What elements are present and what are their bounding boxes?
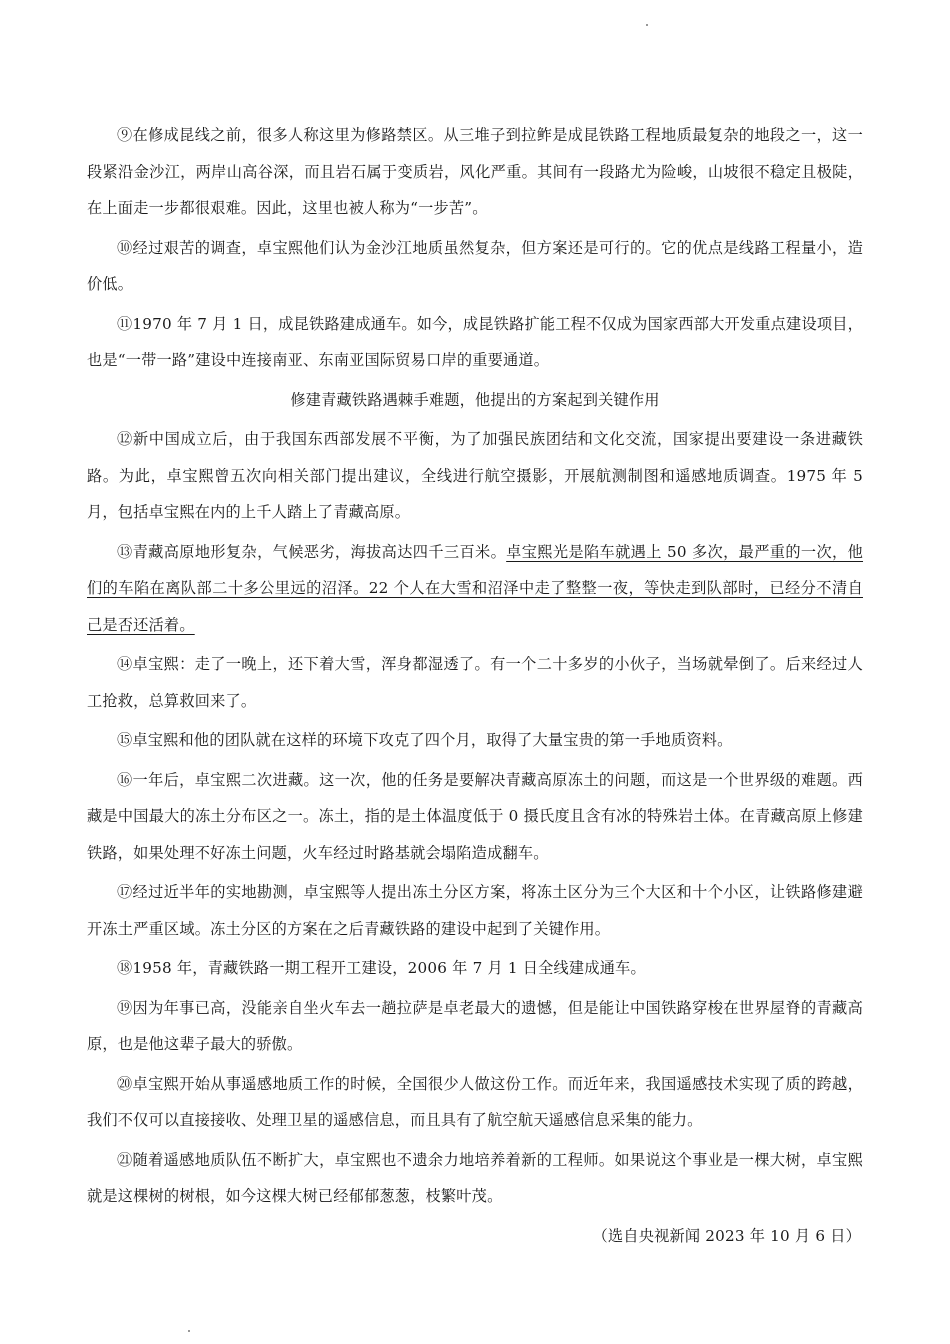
section-heading: 修建青藏铁路遇棘手难题，他提出的方案起到关键作用 [290, 390, 660, 409]
paragraph-16: ⑯一年后，卓宝熙二次进藏。这一次，他的任务是要解决青藏高原冻土的问题，而这是一个世界级的难题。西藏是中国最大的冻土分布区之一。冻土，指的是土体温度低于 0 摄氏度且含有冰的特殊岩土体。在青藏高原上修建铁路，如果处理不好冻土问题，火车经过时路基就会塌陷造成翻车。 [87, 770, 863, 862]
paragraph-11: ⑪1970 年 7 月 1 日，成昆铁路建成通车。如今，成昆铁路扩能工程不仅成为国家西部大开发重点建设项目，也是“一带一路”建设中连接南亚、东南亚国际贸易口岸的重要通道。 [87, 314, 863, 369]
paragraph-12: ⑫新中国成立后，由于我国东西部发展不平衡，为了加强民族团结和文化交流，国家提出要建设一条进藏铁路。为此，卓宝熙曾五次向相关部门提出建议，全线进行航空摄影，开展航测制图和遥感地质调查。1975 年 5 月，包括卓宝熙在内的上千人踏上了青藏高原。 [87, 430, 863, 521]
paragraph-19: ⑲因为年事已高，没能亲自坐火车去一趟拉萨是卓老最大的遗憾，但是能让中国铁路穿梭在世界屋脊的青藏高原，也是他这辈子最大的骄傲。 [87, 998, 863, 1053]
bottom-dot-mark [188, 1330, 190, 1332]
article-body [87, 117, 863, 1254]
paragraph-13 [87, 534, 863, 644]
paragraph-20: ⑳卓宝熙开始从事遥感地质工作的时候，全国很少人做这份工作。而近年来，我国遥感技术实现了质的跨越，我们不仅可以直接接收、处理卫星的遥感信息，而且具有了航空航天遥感信息采集的能力。 [87, 1074, 863, 1129]
paragraph-13-underlined-sentence: 卓宝熙光是陷车就遇上 50 多次，最严重的一次，他们的车陷在离队部二十多公里远的沼泽。22 个人在大雪和沼泽中走了整整一夜，等快走到队部时，已经分不清自己是否还活着。 [87, 542, 864, 634]
paragraph-18: ⑱1958 年，青藏铁路一期工程开工建设，2006 年 7 月 1 日全线建成通车。 [117, 959, 646, 977]
paragraph-10: ⑩经过艰苦的调查，卓宝熙他们认为金沙江地质虽然复杂，但方案还是可行的。它的优点是线路工程量小，造价低。 [87, 238, 863, 293]
paragraph-13-intro: ⑬青藏高原地形复杂，气候恶劣，海拔高达四千三百米。 [117, 542, 507, 561]
paragraph-14: ⑭卓宝熙：走了一晚上，还下着大雪，浑身都湿透了。有一个二十多岁的小伙子，当场就晕倒了。后来经过人工抢救，总算救回来了。 [87, 655, 863, 710]
paragraph-9: ⑨在修成昆线之前，很多人称这里为修路禁区。从三堆子到拉鲊是成昆铁路工程地质最复杂的地段之一，这一段紧沿金沙江，两岸山高谷深，而且岩石属于变质岩，风化严重。其间有一段路尤为险峻，山坡很不稳定且极陡，在上面走一步都很艰难。因此，这里也被人称为“一步苦”。 [87, 126, 863, 217]
top-dot-mark [646, 24, 648, 26]
paragraph-17: ⑰经过近半年的实地勘测，卓宝熙等人提出冻土分区方案，将冻土区分为三个大区和十个小区，让铁路修建避开冻土严重区域。冻土分区的方案在之后青藏铁路的建设中起到了关键作用。 [87, 883, 863, 938]
source-citation: （选自央视新闻 2023 年 10 月 6 日） [592, 1226, 861, 1245]
paragraph-21: ㉑随着遥感地质队伍不断扩大，卓宝熙也不遗余力地培养着新的工程师。如果说这个事业是一棵大树，卓宝熙就是这棵树的树根，如今这棵大树已经郁郁葱葱，枝繁叶茂。 [87, 1150, 863, 1205]
paragraph-15: ⑮卓宝熙和他的团队就在这样的环境下攻克了四个月，取得了大量宝贵的第一手地质资料。 [117, 731, 733, 749]
